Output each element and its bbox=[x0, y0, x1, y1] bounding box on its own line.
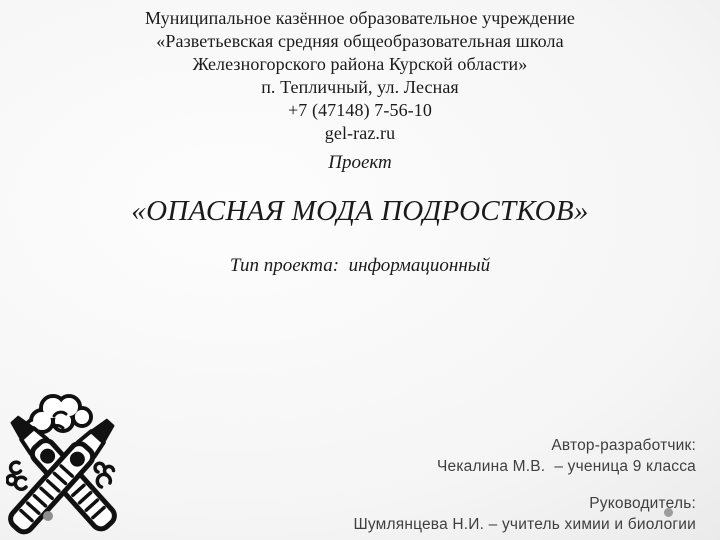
institution-address: п. Тепличный, ул. Лесная bbox=[261, 77, 459, 97]
institution-website: gel-raz.ru bbox=[324, 123, 396, 143]
decorative-dot-left bbox=[43, 511, 53, 521]
author-name: Чекалина М.В. – ученица 9 класса bbox=[436, 457, 696, 475]
author-label: Автор-разработчик: bbox=[551, 437, 696, 454]
supervisor-label: Руководитель: bbox=[589, 495, 696, 512]
vapor-puffs-left-icon bbox=[7, 462, 26, 489]
project-label: Проект bbox=[328, 152, 392, 173]
supervisor-name: Шумлянцева Н.И. – учитель химии и биологии bbox=[353, 515, 696, 533]
institution-line-3: Железногорского района Курской области» bbox=[192, 54, 528, 74]
institution-phone: +7 (47148) 7-56-10 bbox=[288, 100, 432, 120]
institution-line-2: «Разветьевская средняя общеобразовательная школа bbox=[156, 31, 564, 51]
vapor-puffs-right-icon bbox=[95, 463, 113, 487]
supervisor-credit bbox=[353, 494, 696, 535]
institution-line-1: Муниципальное казённое образовательное учреждение bbox=[144, 8, 576, 28]
author-credit bbox=[353, 436, 696, 477]
crossed-vape-pens-icon bbox=[6, 393, 141, 535]
credits-block bbox=[353, 436, 696, 535]
page-title: «ОПАСНАЯ МОДА ПОДРОСТКОВ» bbox=[131, 195, 589, 227]
project-type: Тип проекта: информационный bbox=[229, 255, 491, 276]
institution-header bbox=[0, 7, 720, 145]
